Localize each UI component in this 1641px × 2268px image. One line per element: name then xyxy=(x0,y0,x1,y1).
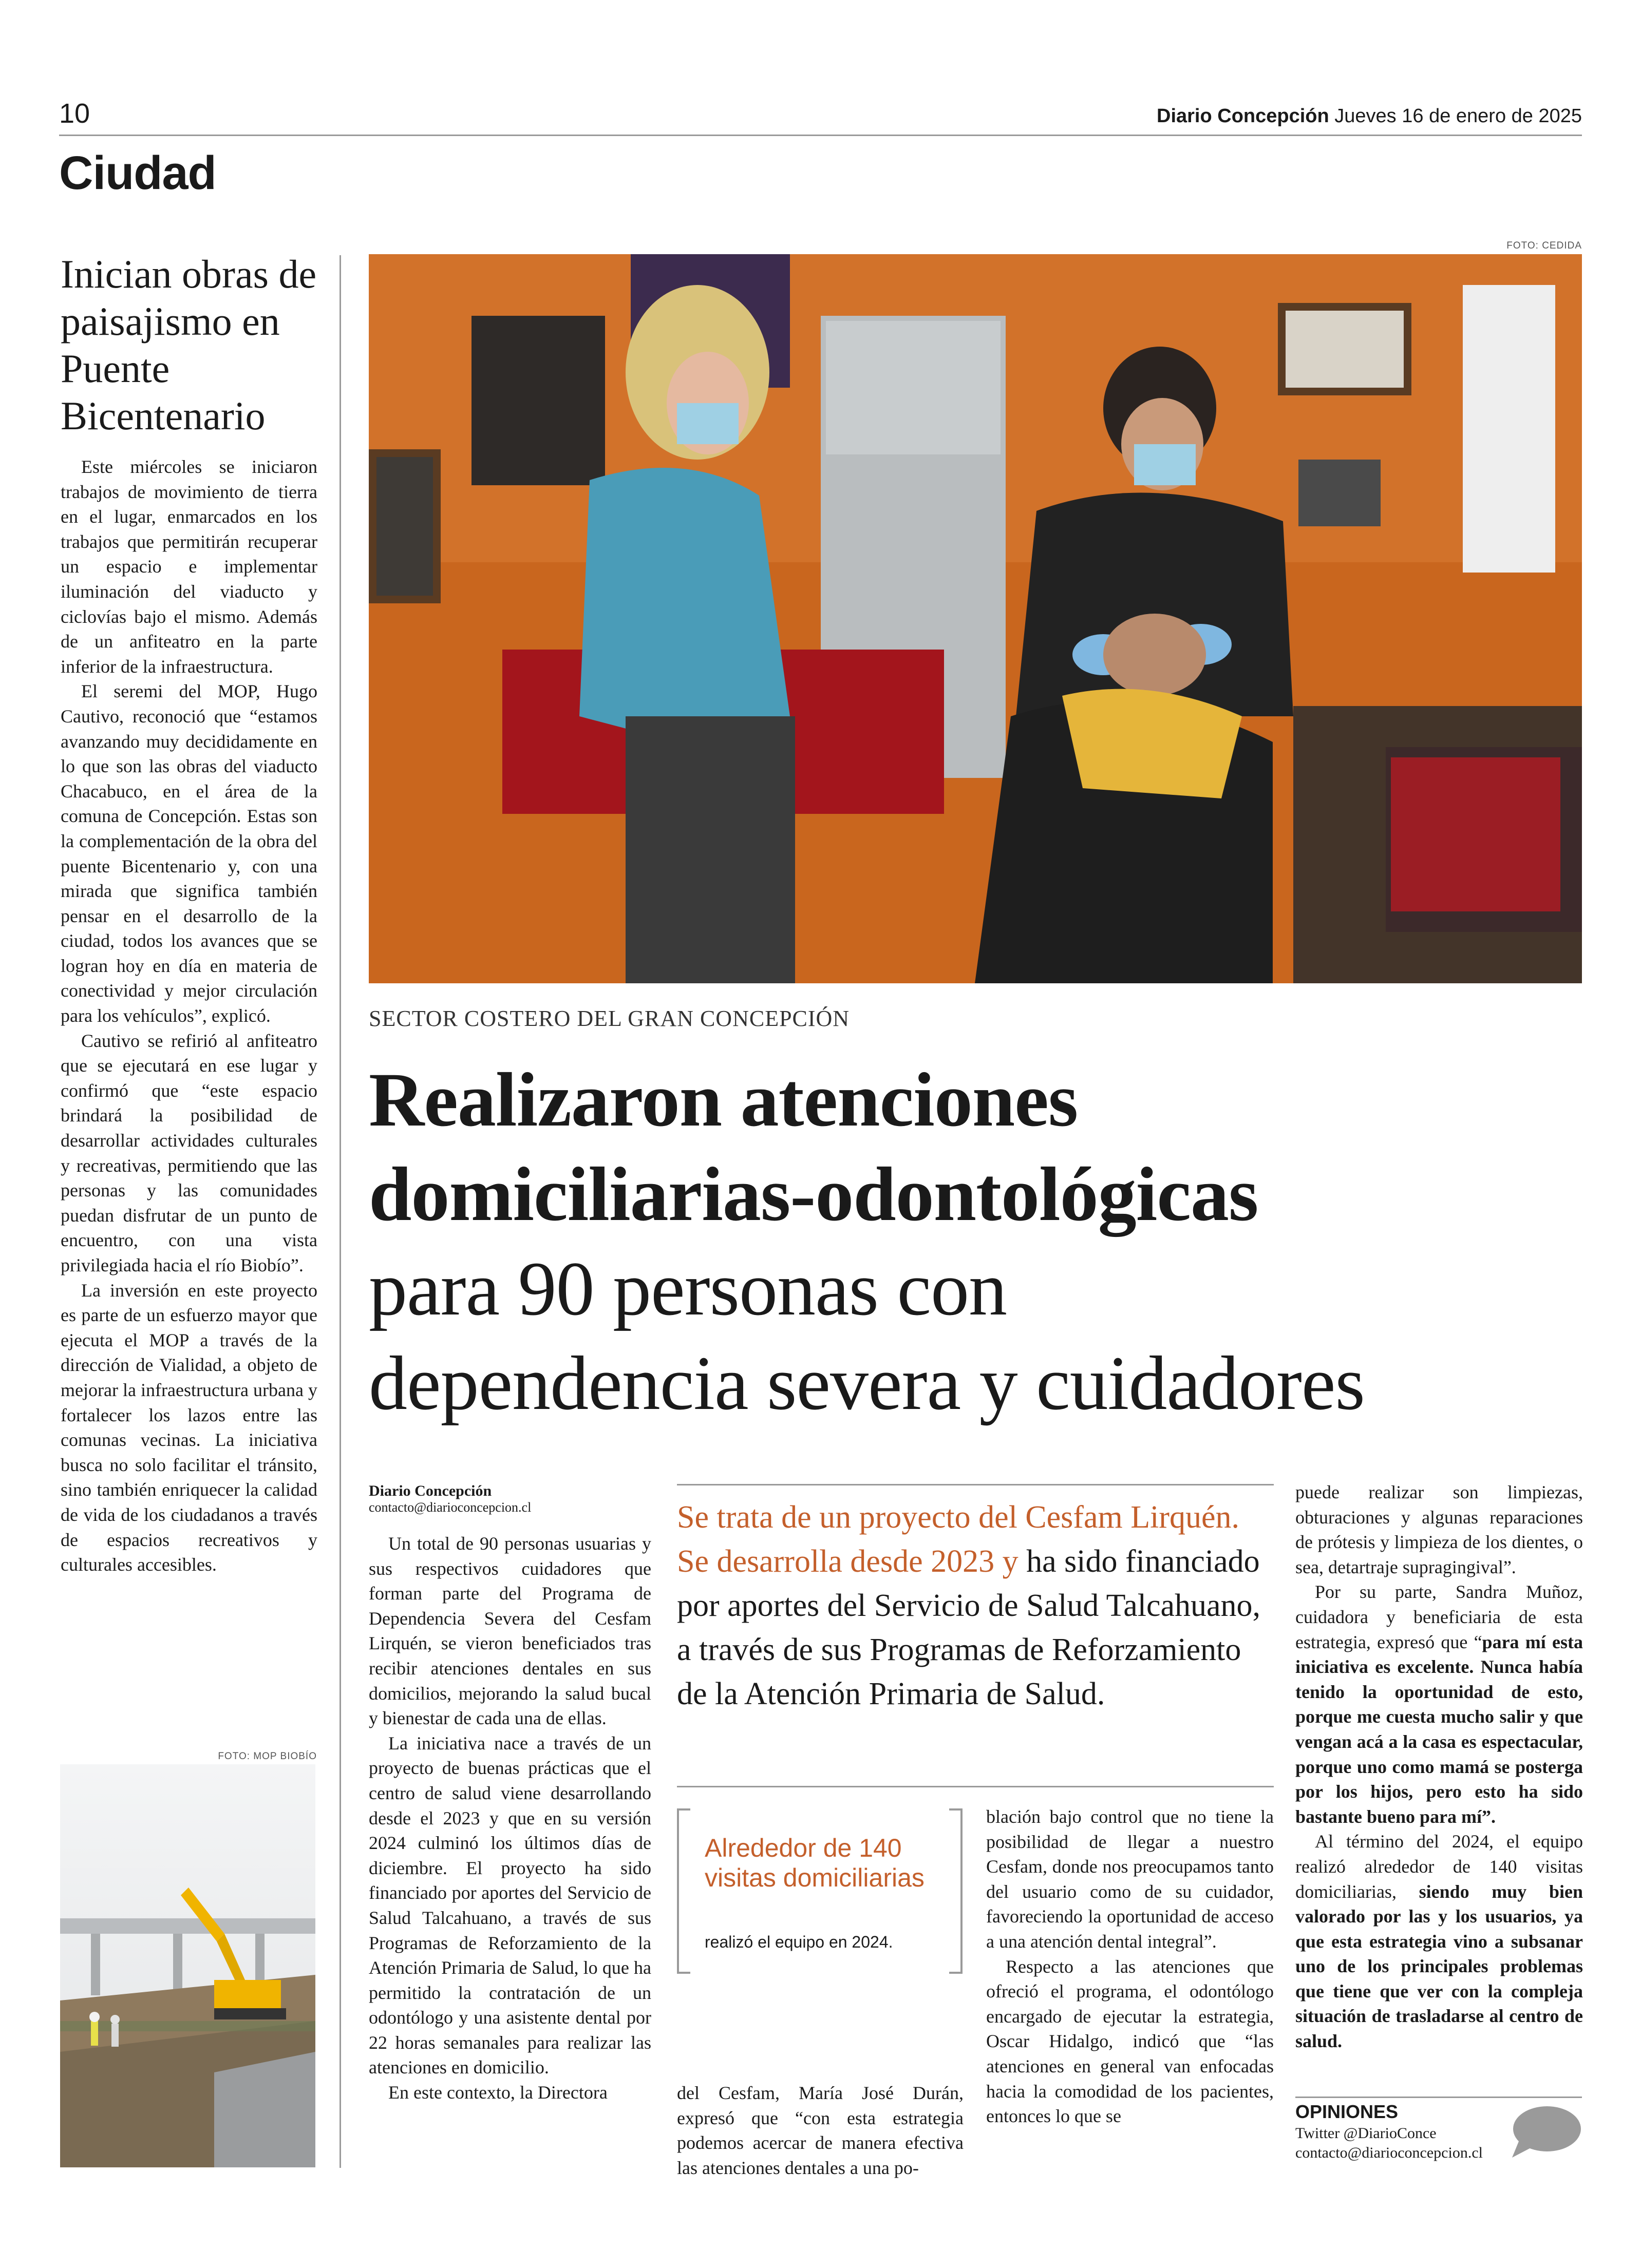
opinions-title: OPINIONES xyxy=(1295,2101,1399,2122)
article-column-4 xyxy=(1295,1480,1583,2054)
deck-accent: Se trata de un proyecto del Cesfam Lirquén. Se desarrolla desde 2023 y xyxy=(677,1500,1239,1579)
callout-title: Alrededor de 140 visitas domiciliarias xyxy=(705,1834,925,1892)
article-paragraph xyxy=(1295,1829,1583,2053)
quote-highlight: para mí esta iniciativa es excelente. Nunca había tenido la oportunidad de esto, porque me cuesta mucho salir y que vengan acá a la casa es espectacular, porque uno como mamá se posterga por los hijos, pero esto ha sido bastante bueno para mí”. xyxy=(1295,1631,1583,1827)
headline-line-3: para 90 personas con xyxy=(369,1246,1007,1331)
article-paragraph: puede realizar son limpiezas, obturaciones y algunas reparaciones de prótesis y limpieza de los dientes, o sea, detartraje supragingival”. xyxy=(1295,1482,1583,1577)
sidebar-divider xyxy=(339,255,341,2168)
deck xyxy=(677,1495,1274,1716)
header-rule xyxy=(59,135,1582,136)
article-paragraph: En este contexto, la Directora xyxy=(388,2082,608,2103)
main-headline xyxy=(369,1053,1591,1431)
dental-visit-photo-image xyxy=(369,254,1582,983)
article-paragraph: del Cesfam, María José Durán, expresó que “con esta estrategia podemos acercar de manera efectiva las atenciones dentales a una po- xyxy=(677,2083,964,2178)
closing-intro: Al término del 2024, el equipo realizó alrededor de 140 visitas domiciliarias, xyxy=(1295,1831,1583,1902)
sidebar-headline: Inician obras de paisajismo en Puente Bicentenario xyxy=(61,252,317,438)
speech-bubble-icon xyxy=(1510,2104,1582,2161)
sidebar-construction-photo xyxy=(60,1764,315,2167)
article-column-2 xyxy=(677,2081,964,2180)
byline-name: Diario Concepción xyxy=(369,1482,492,1499)
sidebar-photo-credit: FOTO: MOP BIOBÍO xyxy=(218,1751,317,1762)
article-column-1 xyxy=(369,1531,651,2105)
article-column-3 xyxy=(986,1804,1274,2129)
article-paragraph: Respecto a las atenciones que ofreció el programa, el odontólogo encargado de ejecutar la estrategia, Oscar Hidalgo, indicó que “las atenciones en general van enfocadas hacia la comodidad de los pacientes, entonces lo que se xyxy=(986,1956,1274,2127)
deck-rest: ha sido financiado por aportes del Servicio de Salud Talcahuano, a través de sus Programas de Reforzamiento de la Atención Primaria de Salud. xyxy=(677,1544,1261,1711)
masthead-date: Jueves 16 de enero de 2025 xyxy=(1334,105,1582,127)
article-paragraph: Un total de 90 personas usuarias y sus respectivos cuidadores que forman parte del Programa de Dependencia Severa del Cesfam Lirquén, se vieron beneficiados tras recibir atenciones dentales en sus domicilios, mejorando la salud bucal y bienestar de cada una de ellas. xyxy=(369,1533,651,1729)
article-paragraph xyxy=(1295,1579,1583,1829)
main-photo-credit: FOTO: CEDIDA xyxy=(1506,240,1582,251)
masthead xyxy=(1157,105,1582,127)
headline-line-2: domiciliarias-odontológicas xyxy=(369,1152,1258,1237)
opinions-email: contacto@diarioconcepcion.cl xyxy=(1295,2144,1483,2161)
quote-intro: Por su parte, Sandra Muñoz, cuidadora y beneficiaria de esta estrategia, expresó que “ xyxy=(1295,1581,1583,1652)
sidebar-paragraph: El seremi del MOP, Hugo Cautivo, reconoció que “estamos avanzando muy decididamente en lo que son las obras del viaducto Chacabuco, en el área de la comuna de Concepción. Estas son la complementación de la obra del puente Bicentenario y, con una mirada que significa también pensar en el desarrollo de la ciudad, todos los avances que se logran hoy en día en materia de conectividad y mejor circulación para los vehículos”, explicó. xyxy=(61,681,317,1026)
stat-callout xyxy=(677,1808,963,1973)
article-paragraph: La iniciativa nace a través de un proyecto de buenas prácticas que el centro de salud viene desarrollando desde el 2023 y que en su versión 2024 culminó los últimos días de diciembre. El proyecto ha sido financiado por aportes del Servicio de Salud Talcahuano, a través de sus Programas de Reforzamiento de la Atención Primaria de Salud, lo que ha permitido la contratación de un odontólogo y una asistente dental por 22 horas semanales para realizar las atenciones en domicilio. xyxy=(369,1732,651,2078)
construction-photo-image xyxy=(60,1764,315,2167)
sidebar-body xyxy=(61,454,317,1577)
headline-line-4: dependencia severa y cuidadores xyxy=(369,1341,1365,1426)
deck-rule-bottom xyxy=(677,1786,1274,1787)
callout-bracket-right xyxy=(949,1808,963,1974)
page-number: 10 xyxy=(59,98,90,129)
main-dental-photo xyxy=(369,254,1582,983)
headline-line-1: Realizaron atenciones xyxy=(369,1057,1078,1142)
sidebar-paragraph: Cautivo se refirió al anfiteatro que se ejecutará en ese lugar y confirmó que “este espacio brindará la posibilidad de desarrollar actividades culturales y recreativas, permitiendo que las personas y las comunidades puedan disfrutar de un punto de encuentro, con una vista privilegiada hacia el río Biobío”. xyxy=(61,1030,317,1275)
callout-subtitle: realizó el equipo en 2024. xyxy=(705,1933,893,1951)
section-title: Ciudad xyxy=(59,147,216,199)
opinions-twitter: Twitter @DiarioConce xyxy=(1295,2125,1437,2142)
kicker: SECTOR COSTERO DEL GRAN CONCEPCIÓN xyxy=(369,1006,850,1031)
callout-bracket-left xyxy=(677,1808,690,1974)
deck-rule-top xyxy=(677,1484,1274,1485)
byline-email: contacto@diarioconcepcion.cl xyxy=(369,1500,532,1515)
closing-highlight: siendo muy bien valorado por las y los usuarios, ya que esta estrategia vino a subsanar uno de los principales problemas que tiene que ver con la compleja situación de trasladarse al centro de salud. xyxy=(1295,1881,1583,2052)
opinions-rule xyxy=(1295,2097,1582,2098)
masthead-brand: Diario Concepción xyxy=(1157,105,1329,127)
article-paragraph: blación bajo control que no tiene la posibilidad de llegar a nuestro Cesfam, donde nos preocupamos tanto del usuario como de su cuidador, favoreciendo la oportunidad de acceso a una atención dental integral”. xyxy=(986,1806,1274,1952)
sidebar-paragraph: Este miércoles se iniciaron trabajos de movimiento de tierra en el lugar, enmarcados en los trabajos que permitirán recuperar un espacio e implementar iluminación del viaducto y ciclovías bajo el mismo. Además de un anfiteatro en la parte inferior de la infraestructura. xyxy=(61,456,317,677)
sidebar-paragraph: La inversión en este proyecto es parte de un esfuerzo mayor que ejecuta el MOP a través de la dirección de Vialidad, a objeto de mejorar la infraestructura urbana y fortalecer los lazos entre las comunas vecinas. La iniciativa busca no solo facilitar el tránsito, sino también enriquecer la calidad de vida de los ciudadanos a través de espacios recreativos y culturales accesibles. xyxy=(61,1280,317,1575)
